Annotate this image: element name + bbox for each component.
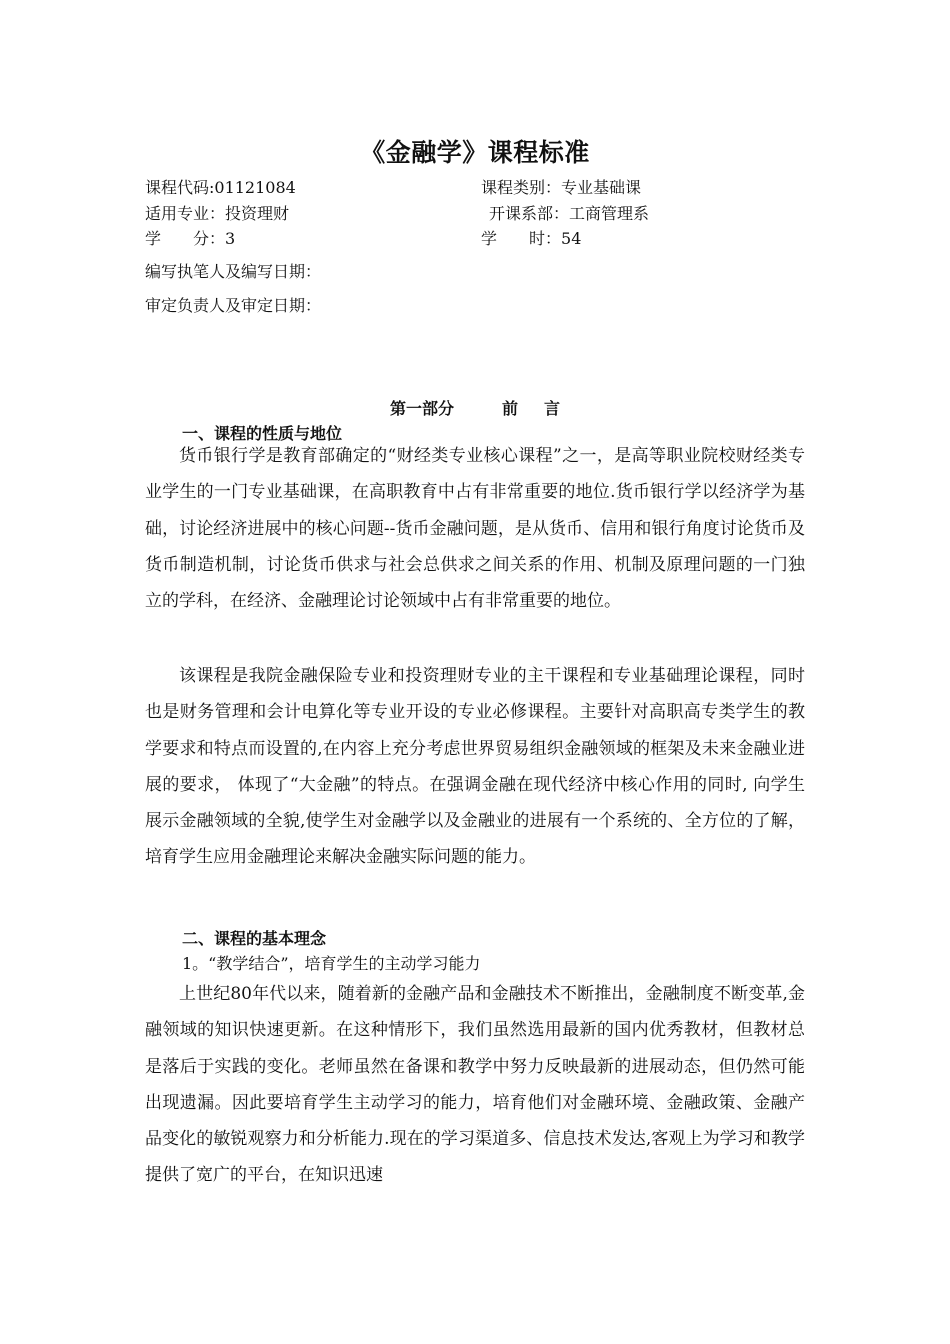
- course-code: 课程代码:01121084: [145, 178, 296, 197]
- section-heading-2: 二、课程的基本理念: [182, 929, 327, 948]
- document-title: 《金融学》课程标准: [360, 138, 590, 167]
- offering-department: 开课系部：工商管理系: [489, 204, 650, 223]
- part-subtitle-2: 言: [544, 399, 561, 418]
- course-category: 课程类别：专业基础课: [481, 178, 642, 197]
- author-line: 编写执笔人及编写日期：: [145, 262, 322, 281]
- hours-value: 54: [561, 229, 582, 248]
- section1-paragraph-2: 该课程是我院金融保险专业和投资理财专业的主干课程和专业基础理论课程，同时也是财务管理和会计电算化等专业开设的专业必修课程。主要针对高职高专类学生的教学要求和特点而设置的,在内容上充分考虑世界贸易组织金融领域的框架及未来金融业进展的要求， 体现了“大金融”的特点。在强调金融在现代经济中核心作用的同时, 向学生展示金融领域的全貌,使学生对金融学以及金融业的进展有一个系统的、全方位的了解，培育学生应用金融理论来解决金融实际问题的能力。: [145, 666, 805, 868]
- applicable-major: 适用专业：投资理财: [145, 204, 290, 223]
- part-subtitle-1: 前: [501, 399, 518, 418]
- credits: [145, 229, 235, 249]
- part-title: 第一部分: [389, 399, 454, 418]
- section-heading-1: 一、课程的性质与地位: [182, 424, 343, 443]
- part-heading: [0, 396, 950, 419]
- section2-paragraph-1: 上世纪80年代以来，随着新的金融产品和金融技术不断推出，金融制度不断变革,金融领域的知识快速更新。在这种情形下，我们虽然选用最新的国内优秀教材，但教材总是落后于实践的变化。老师虽然在备课和教学中努力反映最新的进展动态，但仍然可能出现遗漏。因此要培育学生主动学习的能力，培育他们对金融环境、金融政策、金融产品变化的敏锐观察力和分析能力.现在的学习渠道多、信息技术发达,客观上为学习和教学提供了宽广的平台，在知识迅速: [145, 984, 805, 1186]
- credits-value: 3: [225, 229, 236, 248]
- credits-label: 学 分：: [145, 229, 226, 248]
- hours-label: 学 时：: [481, 229, 562, 248]
- reviewer-line: 审定负责人及审定日期：: [145, 296, 322, 315]
- hours: [481, 229, 581, 249]
- section1-paragraph-1: 货币银行学是教育部确定的“财经类专业核心课程”之一，是高等职业院校财经类专业学生的一门专业基础课，在高职教育中占有非常重要的地位.货币银行学以经济学为基础，讨论经济进展中的核心问题--货币金融问题，是从货币、信用和银行角度讨论货币及货币制造机制，讨论货币供求与社会总供求之间关系的作用、机制及原理问题的一门独立的学科，在经济、金融理论讨论领域中占有非常重要的地位。: [145, 446, 805, 612]
- section2-subheading: 1。“教学结合”，培育学生的主动学习能力: [182, 954, 481, 973]
